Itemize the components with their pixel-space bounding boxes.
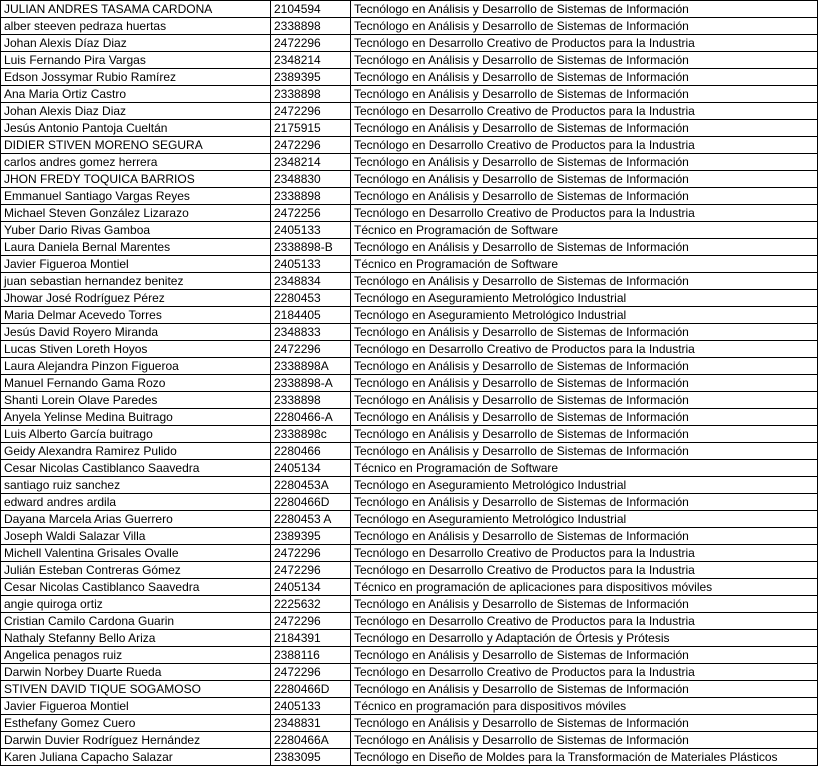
table-row <box>1 103 818 120</box>
student-name-cell: Joseph Waldi Salazar Villa <box>1 528 271 545</box>
table-row <box>1 1 818 18</box>
program-cell: Tecnólogo en Análisis y Desarrollo de Sistemas de Información <box>351 86 818 103</box>
course-code-cell: 2348834 <box>271 273 351 290</box>
course-code-cell: 2280466 <box>271 443 351 460</box>
table-row <box>1 205 818 222</box>
table-row <box>1 137 818 154</box>
table-row <box>1 256 818 273</box>
program-cell: Tecnólogo en Análisis y Desarrollo de Sistemas de Información <box>351 188 818 205</box>
course-code-cell: 2389395 <box>271 528 351 545</box>
course-code-cell: 2184405 <box>271 307 351 324</box>
table-row <box>1 375 818 392</box>
program-cell: Tecnólogo en Análisis y Desarrollo de Sistemas de Información <box>351 52 818 69</box>
course-code-cell: 2405133 <box>271 698 351 715</box>
program-cell: Tecnólogo en Análisis y Desarrollo de Sistemas de Información <box>351 273 818 290</box>
program-cell: Tecnólogo en Análisis y Desarrollo de Sistemas de Información <box>351 120 818 137</box>
program-cell: Tecnólogo en Análisis y Desarrollo de Sistemas de Información <box>351 324 818 341</box>
student-name-cell: DIDIER STIVEN MORENO SEGURA <box>1 137 271 154</box>
program-cell: Tecnólogo en Análisis y Desarrollo de Sistemas de Información <box>351 375 818 392</box>
table-row <box>1 52 818 69</box>
student-name-cell: Darwin Duvier Rodríguez Hernández <box>1 732 271 749</box>
table-row <box>1 494 818 511</box>
course-code-cell: 2472296 <box>271 137 351 154</box>
course-code-cell: 2472296 <box>271 341 351 358</box>
course-code-cell: 2348830 <box>271 171 351 188</box>
program-cell: Tecnólogo en Aseguramiento Metrológico Industrial <box>351 290 818 307</box>
program-cell: Tecnólogo en Análisis y Desarrollo de Sistemas de Información <box>351 596 818 613</box>
table-row <box>1 188 818 205</box>
student-name-cell: Luis Fernando Pira Vargas <box>1 52 271 69</box>
student-name-cell: Jesús David Royero Miranda <box>1 324 271 341</box>
table-row <box>1 120 818 137</box>
course-code-cell: 2472296 <box>271 545 351 562</box>
table-row <box>1 511 818 528</box>
table-row <box>1 222 818 239</box>
course-code-cell: 2472296 <box>271 103 351 120</box>
program-cell: Tecnólogo en Diseño de Moldes para la Transformación de Materiales Plásticos <box>351 749 818 766</box>
table-row <box>1 681 818 698</box>
course-code-cell: 2405133 <box>271 222 351 239</box>
program-cell: Tecnólogo en Análisis y Desarrollo de Sistemas de Información <box>351 358 818 375</box>
program-cell: Tecnólogo en Análisis y Desarrollo de Sistemas de Información <box>351 528 818 545</box>
table-row <box>1 290 818 307</box>
table-row <box>1 749 818 766</box>
course-code-cell: 2388116 <box>271 647 351 664</box>
program-cell: Tecnólogo en Análisis y Desarrollo de Sistemas de Información <box>351 715 818 732</box>
student-name-cell: Cristian Camilo Cardona Guarin <box>1 613 271 630</box>
table-row <box>1 732 818 749</box>
course-code-cell: 2184391 <box>271 630 351 647</box>
student-name-cell: Shanti Lorein Olave Paredes <box>1 392 271 409</box>
student-name-cell: Jesús Antonio Pantoja Cueltán <box>1 120 271 137</box>
course-code-cell: 2348214 <box>271 154 351 171</box>
course-code-cell: 2383095 <box>271 749 351 766</box>
course-code-cell: 2472256 <box>271 205 351 222</box>
course-code-cell: 2280466D <box>271 681 351 698</box>
student-name-cell: Edson Jossymar Rubio Ramírez <box>1 69 271 86</box>
student-name-cell: JULIAN ANDRES TASAMA CARDONA <box>1 1 271 18</box>
course-code-cell: 2225632 <box>271 596 351 613</box>
course-code-cell: 2472296 <box>271 613 351 630</box>
student-name-cell: Julián Esteban Contreras Gómez <box>1 562 271 579</box>
student-name-cell: carlos andres gomez herrera <box>1 154 271 171</box>
student-name-cell: Maria Delmar Acevedo Torres <box>1 307 271 324</box>
program-cell: Tecnólogo en Desarrollo Creativo de Productos para la Industria <box>351 562 818 579</box>
student-name-cell: Cesar Nicolas Castiblanco Saavedra <box>1 579 271 596</box>
program-cell: Tecnólogo en Análisis y Desarrollo de Sistemas de Información <box>351 443 818 460</box>
program-cell: Tecnólogo en Análisis y Desarrollo de Sistemas de Información <box>351 171 818 188</box>
student-name-cell: Manuel Fernando Gama Rozo <box>1 375 271 392</box>
course-code-cell: 2175915 <box>271 120 351 137</box>
course-code-cell: 2280466-A <box>271 409 351 426</box>
student-name-cell: Laura Alejandra Pinzon Figueroa <box>1 358 271 375</box>
program-cell: Tecnólogo en Aseguramiento Metrológico Industrial <box>351 511 818 528</box>
table-row <box>1 324 818 341</box>
student-name-cell: Nathaly Stefanny Bello Ariza <box>1 630 271 647</box>
program-cell: Técnico en Programación de Software <box>351 460 818 477</box>
program-cell: Tecnólogo en Análisis y Desarrollo de Sistemas de Información <box>351 494 818 511</box>
program-cell: Tecnólogo en Aseguramiento Metrológico Industrial <box>351 477 818 494</box>
program-cell: Tecnólogo en Desarrollo Creativo de Productos para la Industria <box>351 545 818 562</box>
student-name-cell: Laura Daniela Bernal Marentes <box>1 239 271 256</box>
student-name-cell: Geidy Alexandra Ramirez Pulido <box>1 443 271 460</box>
table-row <box>1 273 818 290</box>
course-code-cell: 2348831 <box>271 715 351 732</box>
program-cell: Tecnólogo en Análisis y Desarrollo de Sistemas de Información <box>351 392 818 409</box>
program-cell: Tecnólogo en Análisis y Desarrollo de Sistemas de Información <box>351 69 818 86</box>
course-code-cell: 2280466D <box>271 494 351 511</box>
table-row <box>1 35 818 52</box>
student-name-cell: Anyela Yelinse Medina Buitrago <box>1 409 271 426</box>
table-row <box>1 613 818 630</box>
table-row <box>1 477 818 494</box>
program-cell: Tecnólogo en Desarrollo Creativo de Productos para la Industria <box>351 137 818 154</box>
table-row <box>1 715 818 732</box>
program-cell: Tecnólogo en Análisis y Desarrollo de Sistemas de Información <box>351 426 818 443</box>
student-name-cell: alber steeven pedraza huertas <box>1 18 271 35</box>
table-row <box>1 409 818 426</box>
program-cell: Tecnólogo en Análisis y Desarrollo de Sistemas de Información <box>351 239 818 256</box>
course-code-cell: 2472296 <box>271 664 351 681</box>
table-row <box>1 69 818 86</box>
program-cell: Tecnólogo en Análisis y Desarrollo de Sistemas de Información <box>351 154 818 171</box>
table-row <box>1 647 818 664</box>
student-name-cell: Johan Alexis Diaz Diaz <box>1 103 271 120</box>
course-code-cell: 2338898 <box>271 188 351 205</box>
program-cell: Tecnólogo en Desarrollo Creativo de Productos para la Industria <box>351 341 818 358</box>
table-row <box>1 528 818 545</box>
program-cell: Tecnólogo en Análisis y Desarrollo de Sistemas de Información <box>351 409 818 426</box>
course-code-cell: 2280453 <box>271 290 351 307</box>
program-cell: Tecnólogo en Aseguramiento Metrológico Industrial <box>351 307 818 324</box>
course-code-cell: 2338898 <box>271 86 351 103</box>
table-row <box>1 171 818 188</box>
student-name-cell: edward andres ardila <box>1 494 271 511</box>
student-name-cell: Dayana Marcela Arias Guerrero <box>1 511 271 528</box>
student-name-cell: Johan Alexis Díaz Diaz <box>1 35 271 52</box>
student-name-cell: Javier Figueroa Montiel <box>1 698 271 715</box>
course-code-cell: 2338898 <box>271 18 351 35</box>
course-code-cell: 2338898 <box>271 392 351 409</box>
table-row <box>1 358 818 375</box>
program-cell: Técnico en Programación de Software <box>351 222 818 239</box>
program-cell: Tecnólogo en Análisis y Desarrollo de Sistemas de Información <box>351 647 818 664</box>
course-code-cell: 2405134 <box>271 460 351 477</box>
course-code-cell: 2405133 <box>271 256 351 273</box>
course-code-cell: 2280466A <box>271 732 351 749</box>
student-name-cell: Darwin Norbey Duarte Rueda <box>1 664 271 681</box>
program-cell: Técnico en programación para dispositivos móviles <box>351 698 818 715</box>
table-row <box>1 426 818 443</box>
student-name-cell: STIVEN DAVID TIQUE SOGAMOSO <box>1 681 271 698</box>
table-row <box>1 392 818 409</box>
student-name-cell: JHON FREDY TOQUICA BARRIOS <box>1 171 271 188</box>
program-cell: Tecnólogo en Análisis y Desarrollo de Sistemas de Información <box>351 732 818 749</box>
student-name-cell: Ana Maria Ortiz Castro <box>1 86 271 103</box>
table-row <box>1 562 818 579</box>
student-name-cell: Luis Alberto García buitrago <box>1 426 271 443</box>
course-code-cell: 2405134 <box>271 579 351 596</box>
program-cell: Tecnólogo en Desarrollo Creativo de Productos para la Industria <box>351 35 818 52</box>
table-row <box>1 86 818 103</box>
student-name-cell: juan sebastian hernandez benitez <box>1 273 271 290</box>
student-name-cell: Yuber Dario Rivas Gamboa <box>1 222 271 239</box>
course-code-cell: 2104594 <box>271 1 351 18</box>
program-cell: Tecnólogo en Desarrollo Creativo de Productos para la Industria <box>351 664 818 681</box>
course-code-cell: 2389395 <box>271 69 351 86</box>
table-row <box>1 443 818 460</box>
student-name-cell: angie quiroga ortiz <box>1 596 271 613</box>
course-code-cell: 2280453 A <box>271 511 351 528</box>
student-name-cell: Angelica penagos ruiz <box>1 647 271 664</box>
course-code-cell: 2338898-B <box>271 239 351 256</box>
student-name-cell: Michael Steven González Lizarazo <box>1 205 271 222</box>
roster-body <box>1 1 818 766</box>
student-name-cell: santiago ruiz sanchez <box>1 477 271 494</box>
student-name-cell: Esthefany Gomez Cuero <box>1 715 271 732</box>
program-cell: Tecnólogo en Análisis y Desarrollo de Sistemas de Información <box>351 681 818 698</box>
course-code-cell: 2280453A <box>271 477 351 494</box>
table-row <box>1 664 818 681</box>
program-cell: Tecnólogo en Análisis y Desarrollo de Sistemas de Información <box>351 1 818 18</box>
course-code-cell: 2338898A <box>271 358 351 375</box>
program-cell: Tecnólogo en Desarrollo y Adaptación de Órtesis y Prótesis <box>351 630 818 647</box>
table-row <box>1 341 818 358</box>
table-row <box>1 239 818 256</box>
program-cell: Tecnólogo en Desarrollo Creativo de Productos para la Industria <box>351 103 818 120</box>
student-name-cell: Cesar Nicolas Castiblanco Saavedra <box>1 460 271 477</box>
student-name-cell: Karen Juliana Capacho Salazar <box>1 749 271 766</box>
table-row <box>1 545 818 562</box>
student-name-cell: Michell Valentina Grisales Ovalle <box>1 545 271 562</box>
table-row <box>1 630 818 647</box>
table-row <box>1 596 818 613</box>
course-code-cell: 2338898-A <box>271 375 351 392</box>
table-row <box>1 460 818 477</box>
program-cell: Tecnólogo en Desarrollo Creativo de Productos para la Industria <box>351 613 818 630</box>
table-row <box>1 307 818 324</box>
course-code-cell: 2338898c <box>271 426 351 443</box>
course-code-cell: 2472296 <box>271 562 351 579</box>
table-row <box>1 18 818 35</box>
table-row <box>1 154 818 171</box>
program-cell: Tecnólogo en Análisis y Desarrollo de Sistemas de Información <box>351 18 818 35</box>
course-code-cell: 2348833 <box>271 324 351 341</box>
student-name-cell: Emmanuel Santiago Vargas Reyes <box>1 188 271 205</box>
table-row <box>1 579 818 596</box>
student-name-cell: Javier Figueroa Montiel <box>1 256 271 273</box>
program-cell: Técnico en Programación de Software <box>351 256 818 273</box>
table-row <box>1 698 818 715</box>
course-code-cell: 2348214 <box>271 52 351 69</box>
course-code-cell: 2472296 <box>271 35 351 52</box>
student-name-cell: Jhowar José Rodríguez Pérez <box>1 290 271 307</box>
student-name-cell: Lucas Stiven Loreth Hoyos <box>1 341 271 358</box>
program-cell: Técnico en programación de aplicaciones para dispositivos móviles <box>351 579 818 596</box>
program-cell: Tecnólogo en Desarrollo Creativo de Productos para la Industria <box>351 205 818 222</box>
